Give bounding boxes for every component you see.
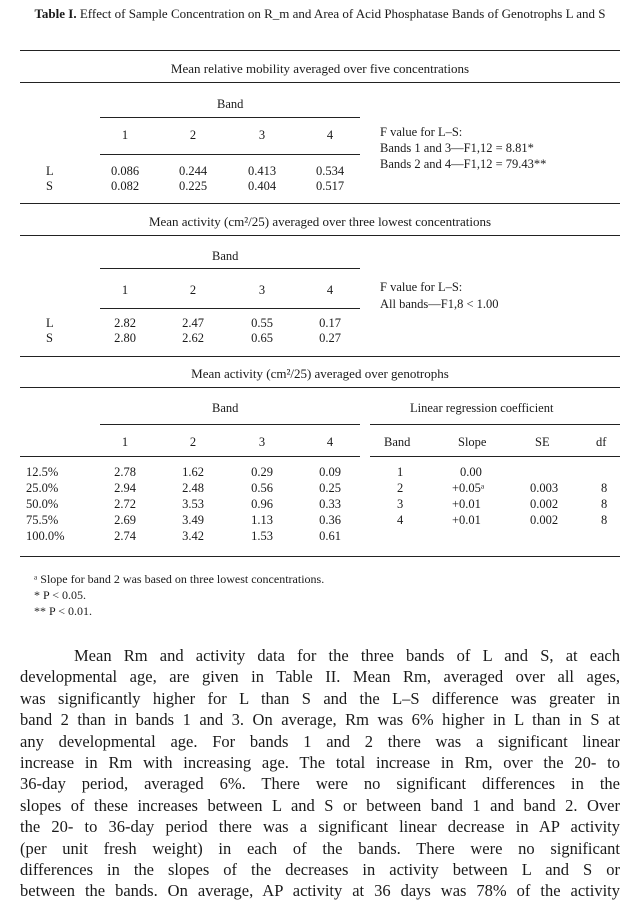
rule-section2-band (100, 268, 360, 269)
section2-row-label: L (46, 316, 54, 330)
section2-cell: 0.27 (319, 331, 341, 345)
rule-section1-band (100, 117, 360, 118)
section2-band-4: 4 (326, 283, 334, 297)
regression-cell: 0.002 (530, 513, 559, 527)
footnote: ᵃ Slope for band 2 was based on three lowest concentrations. (34, 572, 325, 586)
section2-cell: 0.55 (251, 316, 273, 330)
section3-cell: 2.72 (114, 497, 136, 511)
section3-row-label: 12.5% (26, 465, 59, 479)
regression-cell: 2 (397, 481, 404, 495)
rule-section3-title (20, 387, 620, 388)
table-caption-text: Effect of Sample Concentration on R_m and Area of Acid Phosphatase Bands of Genotrophs L and S (79, 6, 606, 21)
section3-band-2: 2 (189, 435, 197, 449)
section3-cell: 1.13 (251, 513, 273, 527)
section3-row-label: 75.5% (26, 513, 59, 527)
body-line: band 2 than in bands 1 and 3. On average, Rm was 6% higher in L than in S at (20, 710, 620, 730)
body-line: slopes of these increases between L and S or between band 1 and band 2. Over (20, 795, 620, 815)
section3-cell: 0.33 (319, 497, 341, 511)
footnote: * P < 0.05. (34, 588, 86, 602)
section1-cell: 0.404 (247, 179, 277, 193)
rule-top (20, 50, 620, 51)
regression-cell: 8 (601, 513, 608, 527)
section2-band-2: 2 (189, 283, 197, 297)
table-label: Table I. (34, 6, 77, 21)
rule-section2-title (20, 235, 620, 236)
section2-stat: F value for L–S: (380, 280, 463, 294)
regression-cell: +0.01 (452, 513, 481, 527)
rule-section2-header (100, 308, 360, 309)
section1-cell: 0.244 (178, 164, 208, 178)
section3-cell: 0.25 (319, 481, 341, 495)
section1-stat: Bands 2 and 4—F1,12 = 79.43** (380, 157, 547, 171)
body-line: developmental age, are given in Table II. Mean Rm, averaged over all ages, (20, 667, 620, 687)
regression-cell: +0.01 (452, 497, 481, 511)
section2-title: Mean activity (cm²/25) averaged over three lowest concentrations (148, 214, 492, 229)
section3-cell: 0.61 (319, 529, 341, 543)
section3-row-label: 50.0% (26, 497, 59, 511)
footnote: ** P < 0.01. (34, 604, 92, 618)
section2-row-label: S (46, 331, 53, 345)
section1-row-label: S (46, 179, 53, 193)
section1-cell: 0.082 (110, 179, 140, 193)
regression-cell: 4 (397, 513, 404, 527)
section3-band-1: 1 (121, 435, 129, 449)
section3-row-label: 100.0% (26, 529, 65, 543)
rule-regression-header (370, 456, 620, 457)
section3-band-3: 3 (258, 435, 266, 449)
section3-row-label: 25.0% (26, 481, 59, 495)
section1-stat: Bands 1 and 3—F1,12 = 8.81* (380, 141, 534, 155)
section2-cell: 0.65 (251, 331, 273, 345)
body-line: (per unit fresh weight) in each of the bands. There were no significant (20, 838, 620, 858)
rule-regression-title (370, 424, 620, 425)
body-line: between the bands. On average, AP activity at 36 days was 78% of the activity (20, 881, 620, 901)
section3-cell: 3.53 (182, 497, 204, 511)
rule-section2-top (20, 203, 620, 204)
section3-cell: 0.96 (251, 497, 273, 511)
section1-cell: 0.225 (178, 179, 208, 193)
section1-cell: 0.086 (110, 164, 140, 178)
section3-cell: 2.78 (114, 465, 136, 479)
section3-cell: 1.62 (182, 465, 204, 479)
body-line: was significantly higher for L than S and the L–S difference was greater in (20, 688, 620, 708)
regression-cell: 0.003 (530, 481, 559, 495)
section1-band-4: 4 (326, 128, 334, 142)
body-line: differences in the slopes of the decreases in activity between L and S or (20, 860, 620, 880)
regression-cell: 8 (601, 481, 608, 495)
section3-cell: 2.48 (182, 481, 204, 495)
regression-cell: 0.00 (460, 465, 482, 479)
regression-header-band: Band (384, 435, 411, 449)
section3-cell: 0.29 (251, 465, 273, 479)
section2-band-1: 1 (121, 283, 129, 297)
section1-cell: 0.534 (315, 164, 345, 178)
rule-section1-header (100, 154, 360, 155)
body-paragraph (20, 645, 620, 902)
rule-table-bottom (20, 556, 620, 557)
section1-band-2: 2 (189, 128, 197, 142)
section3-cell: 0.09 (319, 465, 341, 479)
section3-cell: 2.69 (114, 513, 136, 527)
body-line: 36-day period, averaged 6%. There were no significant differences in the (20, 774, 620, 794)
section1-cell: 0.517 (315, 179, 345, 193)
section2-cell: 2.82 (114, 316, 136, 330)
section3-cell: 1.53 (251, 529, 273, 543)
section1-band-3: 3 (258, 128, 266, 142)
section3-cell: 0.36 (319, 513, 341, 527)
section1-cell: 0.413 (247, 164, 277, 178)
section1-band-1: 1 (121, 128, 129, 142)
body-line: any developmental age. For bands 1 and 2 there was a significant linear (20, 731, 620, 751)
section1-stat: F value for L–S: (380, 125, 463, 139)
rule-section3-top (20, 356, 620, 357)
section1-band-label: Band (217, 97, 244, 111)
section3-band-4: 4 (326, 435, 334, 449)
rule-section1-title (20, 82, 620, 83)
regression-header-slope: Slope (458, 435, 487, 449)
section2-stat: All bands—F1,8 < 1.00 (380, 297, 499, 311)
section1-row-label: L (46, 164, 54, 178)
regression-cell: 0.002 (530, 497, 559, 511)
regression-cell: 3 (397, 497, 404, 511)
section2-cell: 2.62 (182, 331, 204, 345)
rule-section3-band (100, 424, 360, 425)
regression-cell: 8 (601, 497, 608, 511)
rule-section3-header (20, 456, 360, 457)
section3-cell: 2.74 (114, 529, 136, 543)
section3-cell: 0.56 (251, 481, 273, 495)
body-line: Mean Rm and activity data for the three bands of L and S, at each (74, 646, 620, 665)
section2-band-3: 3 (258, 283, 266, 297)
section3-band-label: Band (212, 401, 239, 415)
regression-cell: +0.05ᵃ (452, 481, 485, 495)
section3-cell: 3.42 (182, 529, 204, 543)
section2-cell: 0.17 (319, 316, 341, 330)
section3-cell: 2.94 (114, 481, 136, 495)
table-caption (20, 6, 620, 22)
section1-title: Mean relative mobility averaged over five concentrations (170, 61, 470, 76)
section2-band-label: Band (212, 249, 239, 263)
regression-title: Linear regression coefficient (410, 401, 554, 415)
regression-cell: 1 (397, 465, 404, 479)
body-line: the 20- to 36-day period there was a significant linear decrease in AP activity (20, 817, 620, 837)
section3-cell: 3.49 (182, 513, 204, 527)
regression-header-df: df (596, 435, 607, 449)
section2-cell: 2.80 (114, 331, 136, 345)
regression-header-se: SE (535, 435, 550, 449)
section2-cell: 2.47 (182, 316, 204, 330)
section3-title: Mean activity (cm²/25) averaged over genotrophs (191, 366, 449, 381)
body-line: increase in Rm with increasing age. The total increase in Rm, over the 20- to (20, 753, 620, 773)
